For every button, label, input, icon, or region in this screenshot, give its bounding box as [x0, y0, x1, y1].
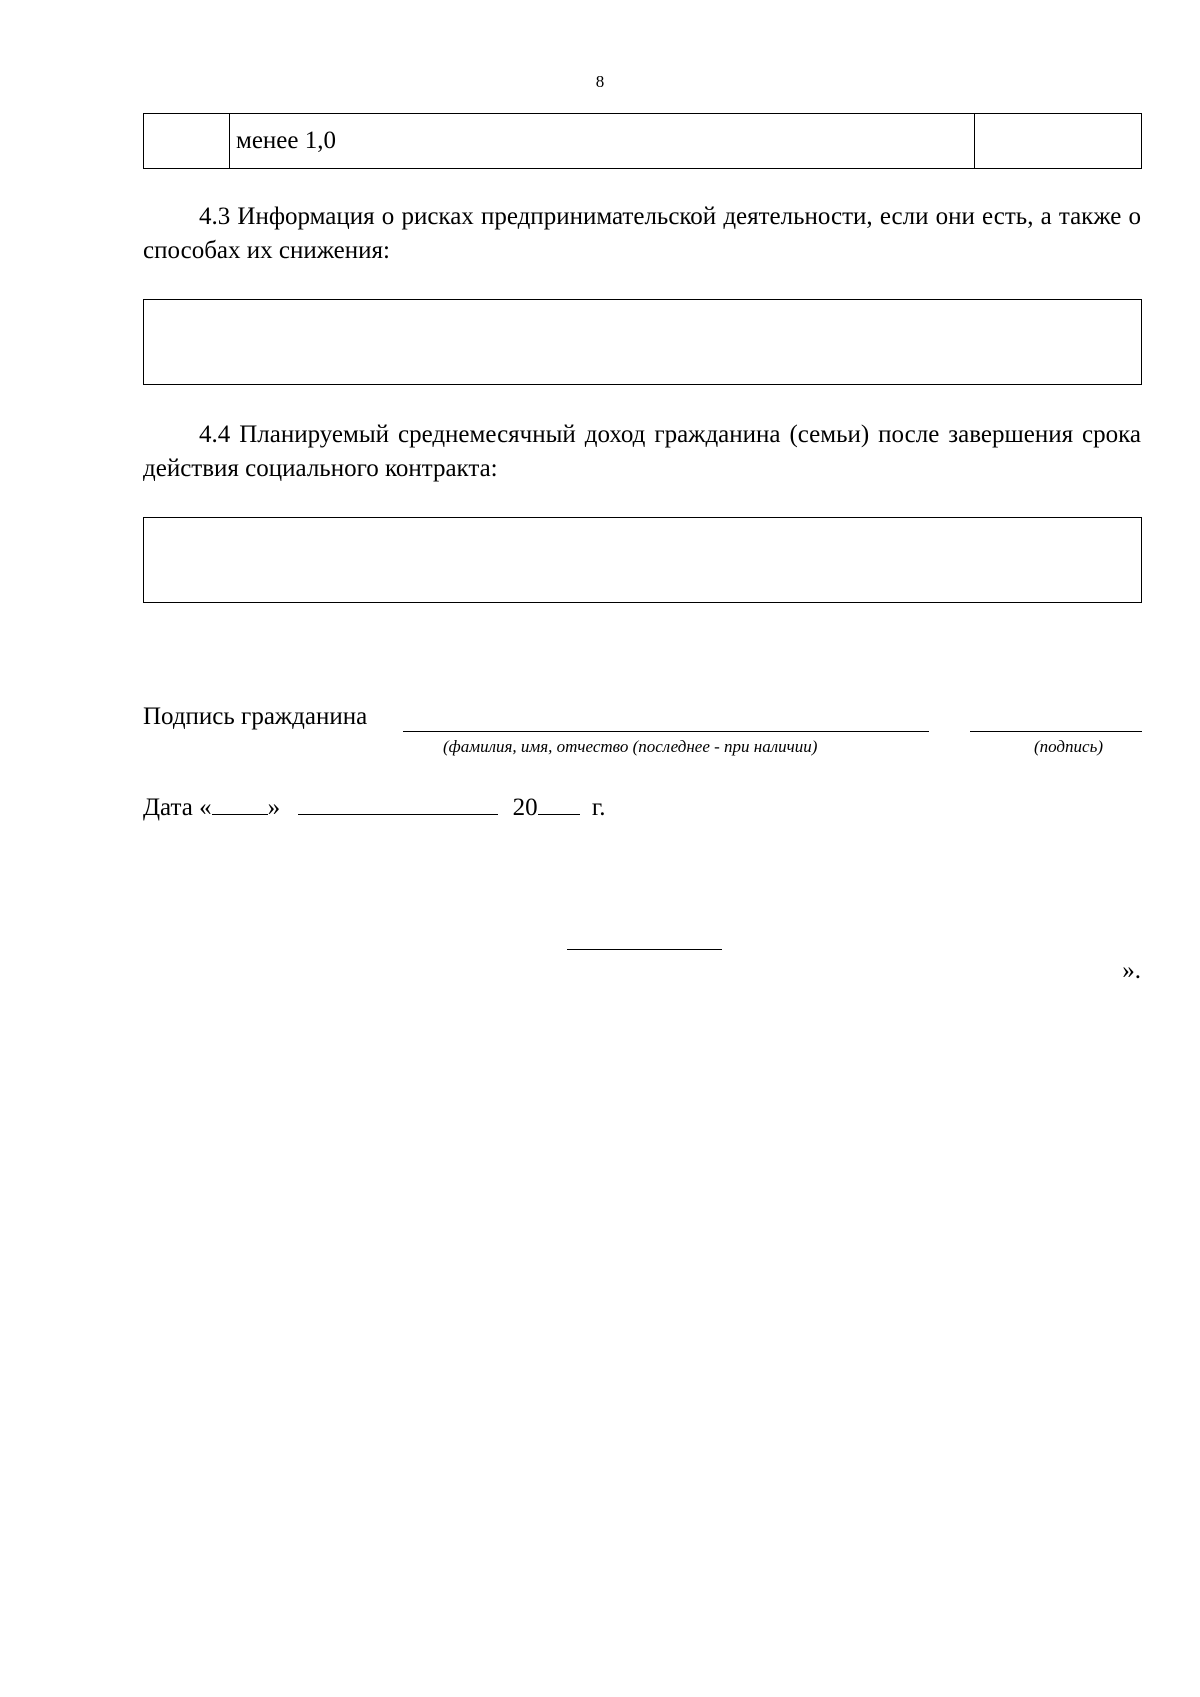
table-cell-value — [975, 114, 1142, 169]
year-prefix: 20 — [512, 794, 538, 821]
section-4-4-text: Планируемый среднемесячный доход гражданина (семьи) после завершения срока действия социального контракта: — [143, 421, 1141, 482]
section-4-4-paragraph — [143, 418, 1141, 486]
table-cell-criterion: менее 1,0 — [230, 114, 975, 169]
section-4-3-answer-box[interactable] — [143, 299, 1142, 385]
year-suffix: г. — [591, 794, 606, 821]
signature-label: Подпись гражданина — [143, 703, 368, 730]
month-field[interactable] — [298, 788, 498, 815]
section-4-3-paragraph — [143, 200, 1141, 268]
section-4-3-text: Информация о рисках предпринимательской деятельности, если они есть, а также о способах их снижения: — [143, 203, 1142, 264]
name-signature-line[interactable] — [403, 706, 929, 732]
separator-line — [567, 949, 722, 950]
name-hint: (фамилия, имя, отчество (последнее - при наличии) — [443, 737, 818, 756]
year-field[interactable] — [538, 788, 580, 815]
table-row — [144, 114, 1142, 169]
signature-line[interactable] — [970, 706, 1142, 732]
section-4-3-number: 4.3 — [199, 203, 231, 230]
criteria-table — [143, 113, 1142, 169]
signature-hint: (подпись) — [1034, 737, 1103, 756]
section-4-4-answer-box[interactable] — [143, 517, 1142, 603]
section-4-4-number: 4.4 — [199, 421, 231, 448]
date-close-quote: » — [267, 794, 281, 821]
closing-quote: ». — [1122, 957, 1141, 984]
table-cell-number — [144, 114, 230, 169]
page-number: 8 — [595, 72, 605, 91]
date-label: Дата « — [143, 794, 212, 821]
date-row — [143, 788, 606, 825]
day-field[interactable] — [212, 788, 268, 815]
